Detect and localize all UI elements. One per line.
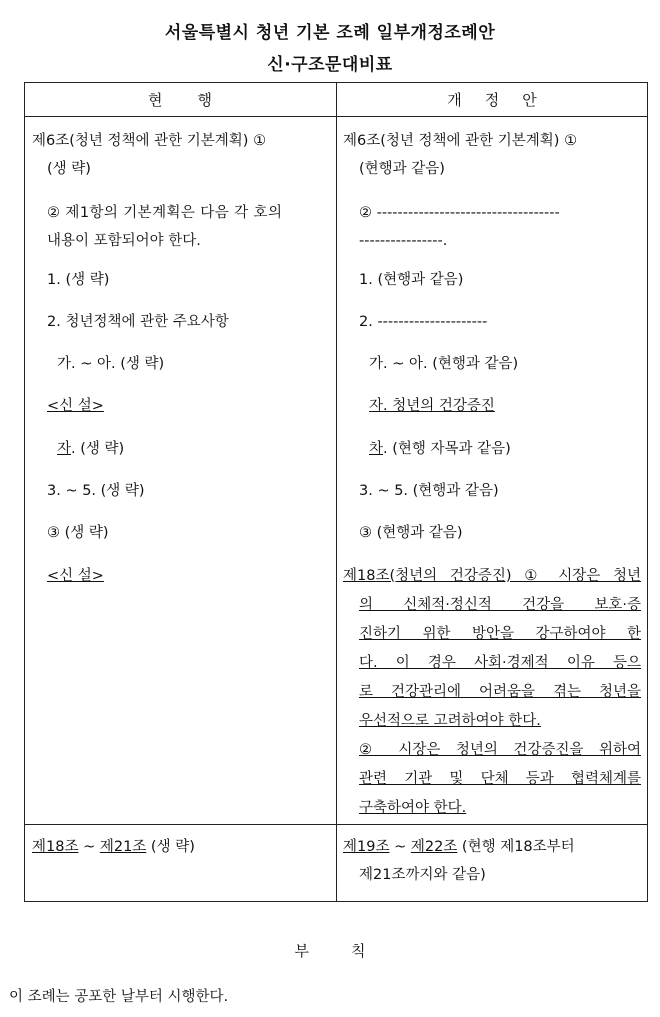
left-item1: 1. (생 략): [47, 272, 110, 288]
supplementary-heading-char-2: 칙: [351, 942, 366, 960]
right-art22-ref: 제22조: [410, 839, 458, 855]
right-art19-tilde: ~: [389, 839, 411, 855]
left-art6-line1: 제6조(청년 정책에 관한 기본계획) ①: [32, 133, 267, 149]
left-sub-ja-text: . (생 략): [71, 441, 125, 457]
left-para2-line2: 내용이 포함되어야 한다.: [47, 233, 201, 249]
right-art18-line8: 관련 기관 및 단체 등과 협력체계를: [359, 771, 641, 787]
right-art18-line2: 의 신체적·정신적 건강을 보호·증: [359, 597, 641, 613]
left-art18-21: [32, 837, 195, 857]
column-divider: [336, 83, 337, 901]
left-new-item-2: <신 설>: [47, 568, 104, 584]
left-item2: 2. 청년정책에 관한 주요사항: [47, 314, 229, 330]
header-divider: [25, 116, 647, 117]
right-item1: 1. (현행과 같음): [359, 272, 464, 288]
right-art18-line6: 우선적으로 고려하여야 한다.: [359, 713, 541, 729]
header-amendment-char-1: 개: [447, 91, 463, 109]
left-art18-tilde: ~: [78, 839, 100, 855]
right-art18-line5: 로 건강관리에 어려움을 겪는 청년을: [359, 684, 641, 700]
left-para3: ③ (생 략): [47, 525, 109, 541]
header-current-char-1: 현: [148, 91, 164, 109]
right-art6-line2: (현행과 같음): [359, 161, 445, 177]
supplementary-heading: [0, 940, 660, 961]
right-sub-ja: 자. 청년의 건강증진: [369, 398, 495, 414]
comparison-table: [24, 82, 648, 902]
left-item3-5: 3. ~ 5. (생 략): [47, 483, 145, 499]
supplementary-heading-char-1: 부: [294, 942, 309, 960]
right-item3-5: 3. ~ 5. (현행과 같음): [359, 483, 499, 499]
right-item2: 2. ---------------------: [359, 314, 488, 330]
left-sub-ja-label: 자: [57, 441, 72, 457]
right-para2-line1: ② -----------------------------------: [359, 205, 560, 221]
right-art19-ref: 제19조: [343, 839, 390, 855]
right-art18-line9: 구축하여야 한다.: [359, 800, 467, 816]
left-para2-line1: ② 제1항의 기본계획은 다음 각 호의: [47, 205, 283, 221]
right-sub-cha-text: . (현행 자목과 같음): [383, 441, 511, 457]
left-art6-line2: (생 략): [47, 161, 91, 177]
right-art19-text: (현행 제18조부터: [457, 839, 575, 855]
row-divider: [25, 824, 647, 825]
right-art18-line1: 제18조(청년의 건강증진) ① 시장은 청년: [343, 568, 641, 584]
header-amendment-char-3: 안: [522, 91, 538, 109]
header-amendment-char-2: 정: [484, 91, 501, 109]
document-subtitle: 신·구조문대비표: [267, 55, 393, 75]
right-sub-ga: 가. ~ 아. (현행과 같음): [369, 356, 519, 372]
right-art19-22-line2: 제21조까지와 같음): [359, 867, 486, 883]
right-sub-cha: [369, 439, 511, 459]
right-art18-line7: ② 시장은 청년의 건강증진을 위하여: [359, 742, 641, 758]
right-art19-22-line1: [343, 837, 575, 857]
left-sub-ga: 가. ~ 아. (생 략): [57, 356, 165, 372]
left-art18-text: (생 략): [146, 839, 195, 855]
right-art18-line3: 진하기 위한 방안을 강구하여야 한: [359, 626, 641, 642]
left-new-item-1: <신 설>: [47, 398, 104, 414]
left-art21-ref: 제21조: [99, 839, 147, 855]
header-current-char-2: 행: [197, 91, 213, 109]
document-title: 서울특별시 청년 기본 조례 일부개정조례안: [164, 23, 496, 43]
left-art18-ref: 제18조: [32, 839, 79, 855]
left-sub-ja: [57, 439, 124, 459]
header-amendment: [337, 89, 648, 110]
header-current: [25, 89, 336, 110]
right-art18-line4: 다. 이 경우 사회·경제적 이유 등으: [359, 655, 641, 671]
right-para3: ③ (현행과 같음): [359, 525, 463, 541]
right-art6-line1: 제6조(청년 정책에 관한 기본계획) ①: [343, 133, 578, 149]
right-para2-line2: ----------------.: [359, 233, 448, 249]
right-sub-cha-label: 차: [369, 441, 384, 457]
supplementary-text: 이 조례는 공포한 날부터 시행한다.: [9, 989, 229, 1005]
